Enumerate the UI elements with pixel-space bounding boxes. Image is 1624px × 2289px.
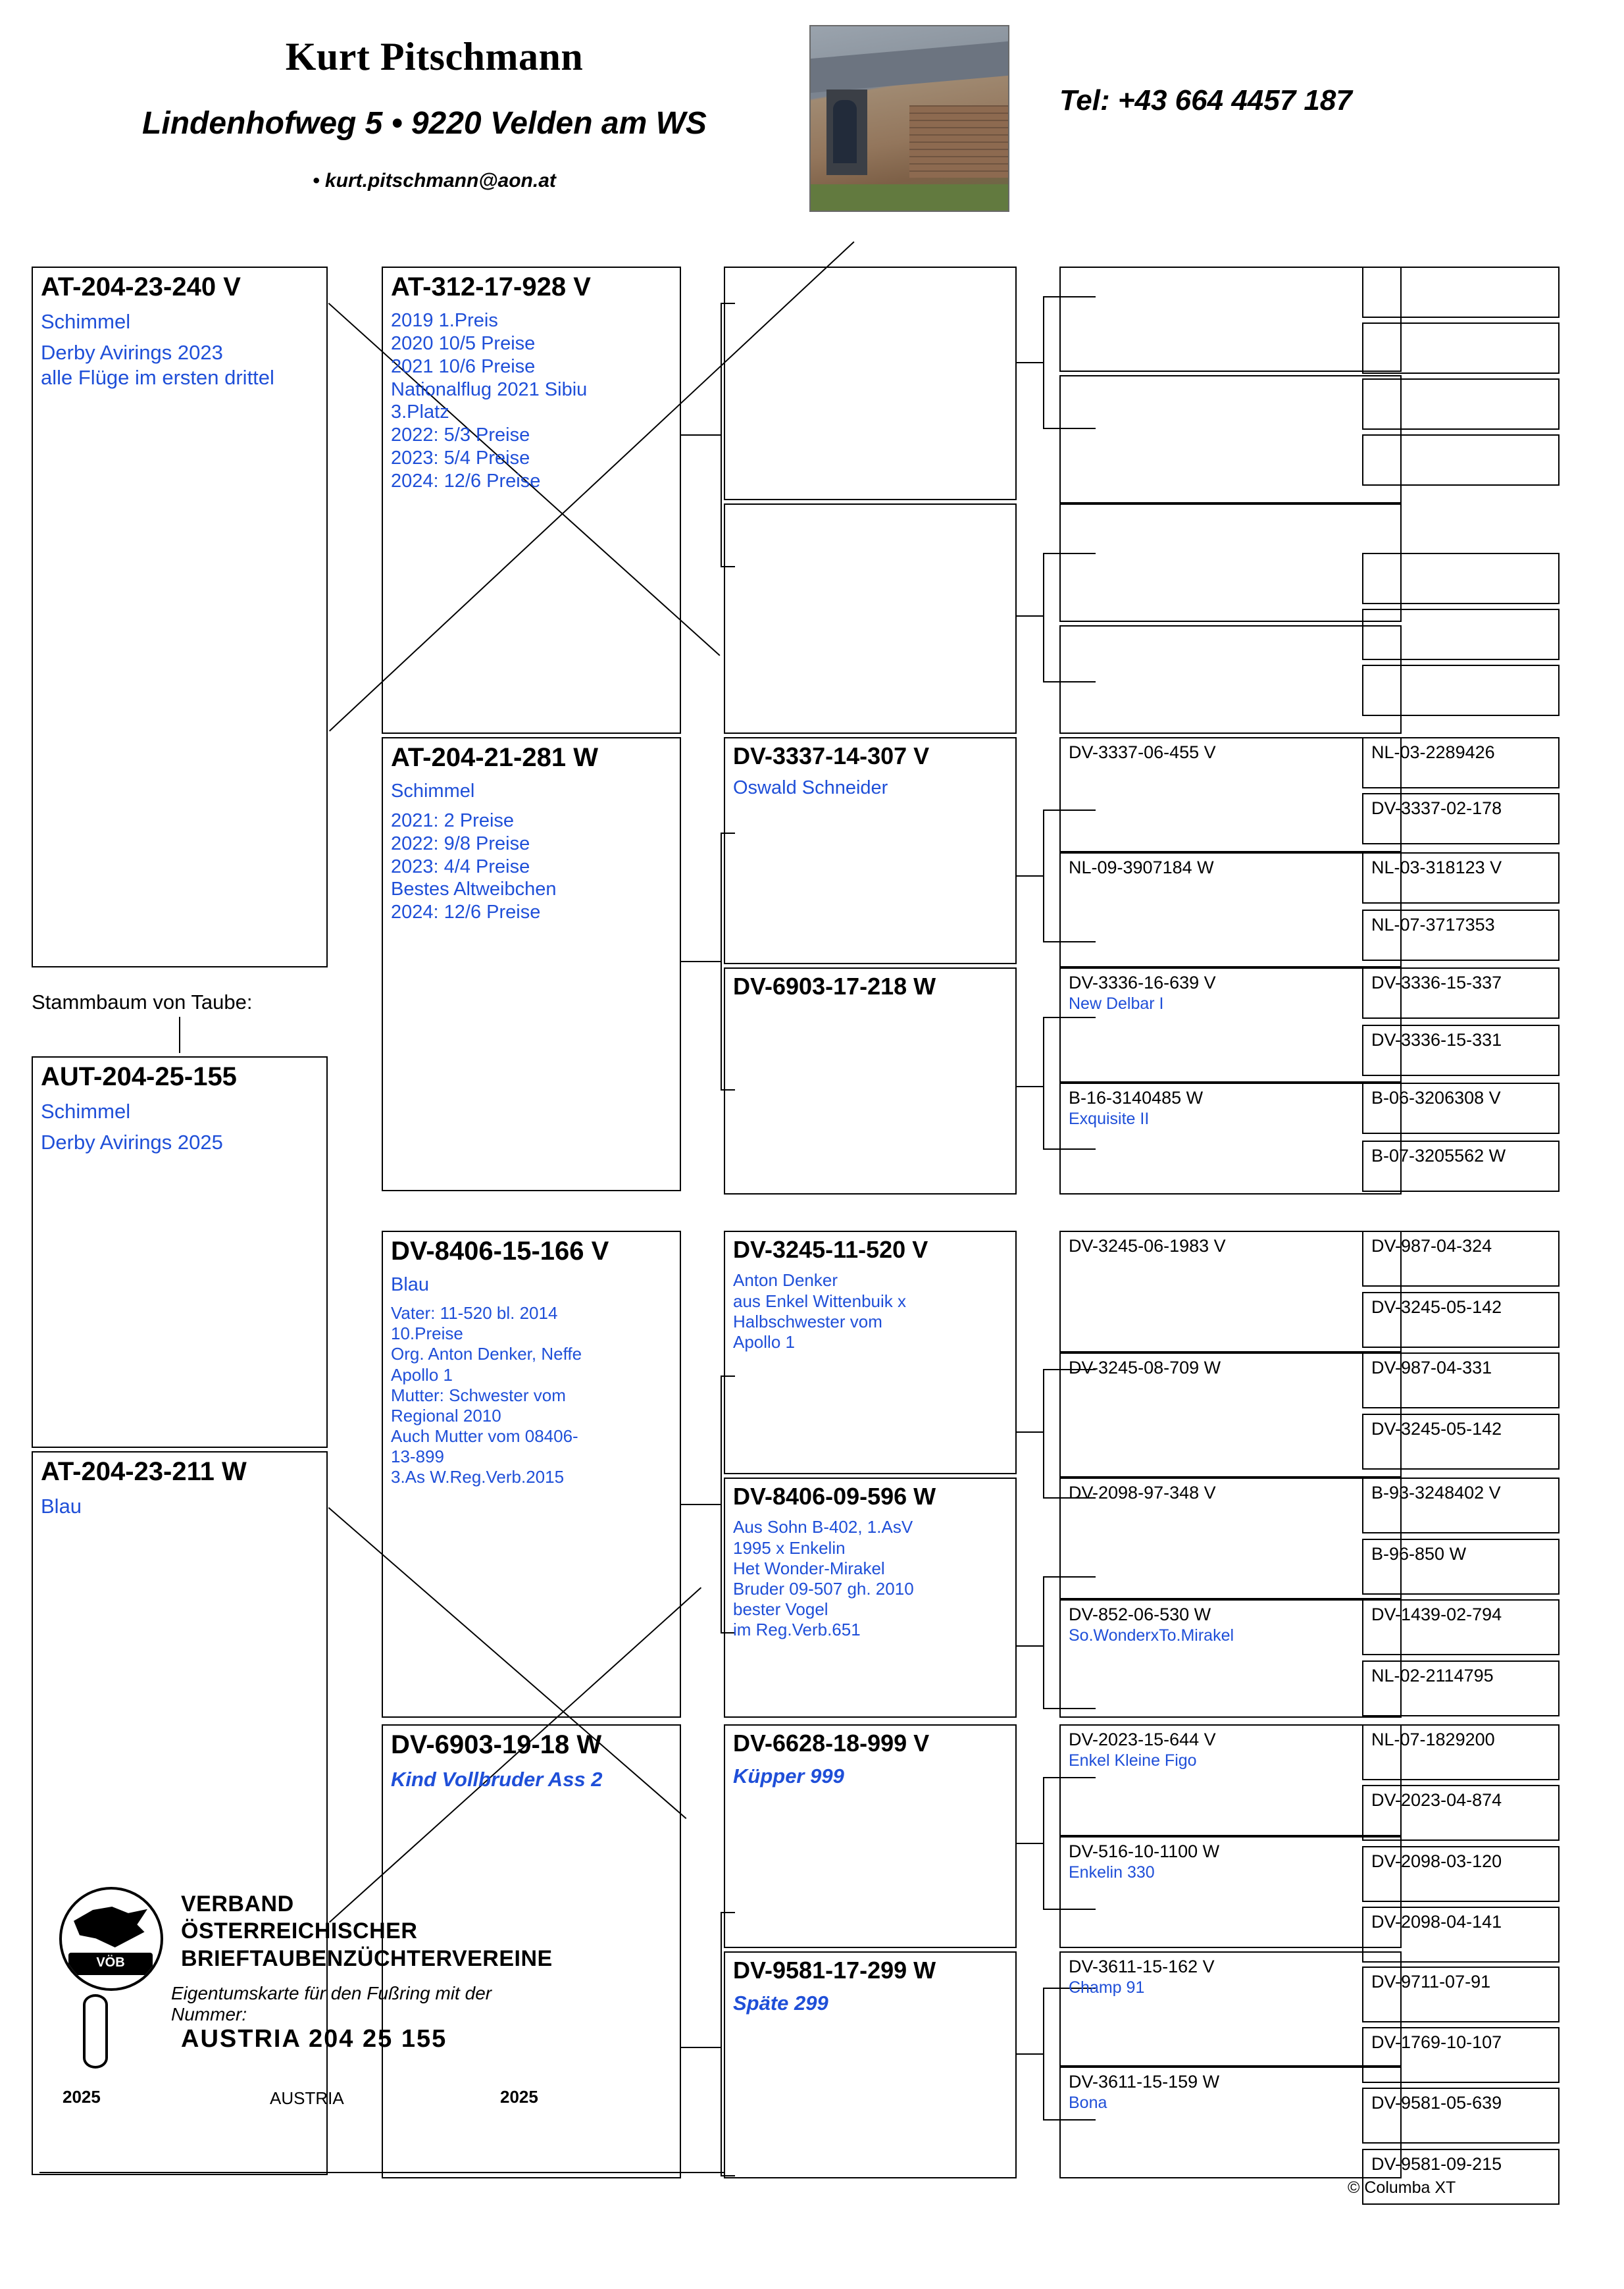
gen2-0-note-1: 2020 10/5 Preise <box>391 332 536 354</box>
gen3-box-5[interactable] <box>724 1478 1017 1718</box>
gen2-1-ring: AT-204-21-281 W <box>391 743 598 772</box>
gen2-1-note-1: 2021: 2 Preise <box>391 810 515 831</box>
gen3-box-6[interactable] <box>724 1724 1017 1948</box>
gen3-4-note-2: Halbschwester vom <box>733 1311 882 1331</box>
gen2-2-note-7: Auch Mutter vom 08406- <box>391 1426 578 1447</box>
bracket-g3c <box>1017 875 1043 877</box>
gen5-20-ring: B-93-3248402 V <box>1371 1483 1501 1503</box>
gen1-subject-ring: AUT-204-25-155 <box>41 1062 237 1091</box>
bracket-g3d-v <box>1043 1017 1044 1148</box>
association-subtitle: Eigentumskarte für den Fußring mit der Nummer: <box>171 1983 492 2024</box>
association-title-line-2: BRIEFTAUBENZÜCHTERVEREINE <box>181 1945 553 1971</box>
owner-phone: Tel: +43 664 4457 187 <box>1059 84 1352 116</box>
leg-ring-icon <box>83 1994 108 2069</box>
gen2-0-note-4: 3.Platz <box>391 401 449 423</box>
gen4-box-3[interactable] <box>1059 625 1402 734</box>
gen5-box-28[interactable] <box>1362 1967 1560 2022</box>
gen4-14-ring: DV-3611-15-162 V <box>1069 1957 1215 1976</box>
bracket-g2a-v <box>721 303 722 566</box>
gen2-0-note-7: 2024: 12/6 Preise <box>391 470 541 492</box>
association-logo-icon <box>59 1887 163 1991</box>
gen5-19-ring: DV-3245-05-142 <box>1371 1419 1502 1439</box>
association-block <box>39 1879 559 2155</box>
association-title <box>181 1891 553 1972</box>
bracket-g2c <box>681 1504 721 1505</box>
gen3-4-note-3: Apollo 1 <box>733 1332 795 1352</box>
gen5-11-ring: NL-07-3717353 <box>1371 915 1495 935</box>
gen5-box-11[interactable] <box>1362 910 1560 961</box>
gen5-box-24[interactable] <box>1362 1724 1560 1780</box>
gen5-box-23[interactable] <box>1362 1660 1560 1716</box>
gen5-24-ring: NL-07-1829200 <box>1371 1730 1495 1749</box>
bracket-g3b <box>1017 615 1043 617</box>
gen4-10-ring: DV-2098-97-348 V <box>1069 1483 1216 1503</box>
gen2-0-ring: AT-312-17-928 V <box>391 272 591 301</box>
photo-wall <box>909 105 1008 178</box>
gen3-box-0[interactable] <box>724 267 1017 500</box>
gen4-13-ring: DV-516-10-1100 W <box>1069 1841 1220 1861</box>
gen4-box-2[interactable] <box>1059 503 1402 622</box>
gen2-0-note-6: 2023: 5/4 Preise <box>391 447 530 469</box>
gen3-box-1[interactable] <box>724 503 1017 734</box>
gen5-box-20[interactable] <box>1362 1478 1560 1533</box>
gen1-subject-box[interactable] <box>32 1056 328 1448</box>
gen4-7-ring: B-16-3140485 W <box>1069 1088 1204 1108</box>
owner-address: Lindenhofweg 5 • 9220 Velden am WS <box>142 106 707 141</box>
owner-name: Kurt Pitschmann <box>285 35 584 78</box>
gen5-28-ring: DV-9711-07-91 <box>1371 1972 1491 1992</box>
gen2-2-note-2: 10.Preise <box>391 1324 463 1344</box>
bracket-g2c-v <box>721 1376 722 1632</box>
gen4-8-ring: DV-3245-06-1983 V <box>1069 1236 1226 1256</box>
gen4-12-ring: DV-2023-15-644 V <box>1069 1730 1216 1749</box>
association-title-line-1: ÖSTERREICHISCHER <box>181 1918 418 1944</box>
gen3-box-4[interactable] <box>724 1231 1017 1474</box>
gen4-box-12[interactable] <box>1059 1724 1402 1836</box>
gen2-2-note-1: Vater: 11-520 bl. 2014 <box>391 1302 558 1323</box>
gen4-box-11[interactable] <box>1059 1599 1402 1718</box>
gen5-box-16[interactable] <box>1362 1231 1560 1287</box>
gen3-5-note-0: Aus Sohn B-402, 1.AsV <box>733 1517 913 1537</box>
subject-tick <box>179 1017 180 1053</box>
year-right: 2025 <box>500 2087 538 2107</box>
gen5-box-15[interactable] <box>1362 1141 1560 1192</box>
gen4-box-4[interactable] <box>1059 737 1402 852</box>
bracket-g2d <box>681 2047 721 2048</box>
gen5-box-0[interactable] <box>1362 267 1560 318</box>
gen5-box-9[interactable] <box>1362 793 1560 844</box>
gen3-5-note-2: Het Wonder-Mirakel <box>733 1558 885 1578</box>
gen4-box-0[interactable] <box>1059 267 1402 372</box>
gen2-3-ring: DV-6903-19-18 W <box>391 1730 602 1759</box>
gen4-box-8[interactable] <box>1059 1231 1402 1352</box>
gen3-5-note-5: im Reg.Verb.651 <box>733 1620 861 1640</box>
owner-email: • kurt.pitschmann@aon.at <box>313 170 556 192</box>
gen4-box-7[interactable] <box>1059 1083 1402 1195</box>
gen2-2-note-6: Regional 2010 <box>391 1405 501 1426</box>
bracket-g2d-v <box>721 1912 722 2175</box>
gen5-box-26[interactable] <box>1362 1846 1560 1902</box>
gen3-5-note-4: bester Vogel <box>733 1599 828 1620</box>
gen2-1-note-5: 2024: 12/6 Preise <box>391 902 541 923</box>
gen5-box-27[interactable] <box>1362 1907 1560 1963</box>
photo-roof <box>811 41 1008 93</box>
gen5-box-29[interactable] <box>1362 2027 1560 2083</box>
gen2-2-ring: DV-8406-15-166 V <box>391 1237 609 1266</box>
gen5-box-25[interactable] <box>1362 1785 1560 1841</box>
gen5-16-ring: DV-987-04-324 <box>1371 1236 1492 1256</box>
gen5-15-ring: B-07-3205562 W <box>1371 1146 1506 1166</box>
gen3-5-note-3: Bruder 09-507 gh. 2010 <box>733 1579 914 1599</box>
gen4-7-note-0: Exquisite II <box>1069 1109 1150 1128</box>
gen4-12-note-0: Enkel Kleine Figo <box>1069 1751 1197 1770</box>
gen3-4-note-0: Anton Denker <box>733 1270 838 1291</box>
gen3-7-ring: DV-9581-17-299 W <box>733 1957 936 1984</box>
gen4-9-ring: DV-3245-08-709 W <box>1069 1358 1221 1377</box>
gen5-box-17[interactable] <box>1362 1292 1560 1348</box>
gen5-22-ring: DV-1439-02-794 <box>1371 1605 1502 1624</box>
gen3-5-note-1: 1995 x Enkelin <box>733 1537 846 1558</box>
gen5-13-ring: DV-3336-15-331 <box>1371 1030 1502 1050</box>
gen1-sire-note-2: alle Flüge im ersten drittel <box>41 365 274 389</box>
gen2-2-note-0: Blau <box>391 1274 430 1296</box>
bracket-g3h-v <box>1043 1988 1044 2119</box>
gen3-6-note-0: Küpper 999 <box>733 1764 844 1788</box>
gen2-3-note-0: Kind Vollbruder Ass 2 <box>391 1768 603 1791</box>
verband-extension <box>559 2172 724 2173</box>
pigeon-icon <box>74 1907 147 1947</box>
gen4-11-note-0: So.WonderxTo.Mirakel <box>1069 1626 1234 1645</box>
gen4-box-14[interactable] <box>1059 1951 1402 2067</box>
gen4-box-6[interactable] <box>1059 967 1402 1083</box>
gen5-31-ring: DV-9581-09-215 <box>1371 2154 1502 2174</box>
gen5-10-ring: NL-03-318123 V <box>1371 858 1502 877</box>
gen5-box-10[interactable] <box>1362 852 1560 904</box>
bracket-g3b-v <box>1043 553 1044 681</box>
gen5-9-ring: DV-3337-02-178 <box>1371 798 1502 818</box>
gen5-box-13[interactable] <box>1362 1025 1560 1076</box>
gen3-2-ring: DV-3337-14-307 V <box>733 742 930 769</box>
verband-baseline <box>39 2172 559 2173</box>
logo-band <box>68 1953 153 1975</box>
gen5-12-ring: DV-3336-15-337 <box>1371 973 1502 992</box>
bracket-g2b-v <box>721 833 722 1089</box>
gen3-2-note-0: Oswald Schneider <box>733 777 888 799</box>
gen2-0-note-2: 2021 10/6 Preise <box>391 355 536 377</box>
gen5-30-ring: DV-9581-05-639 <box>1371 2093 1502 2113</box>
gen5-29-ring: DV-1769-10-107 <box>1371 2032 1502 2052</box>
gen2-1-note-2: 2022: 9/8 Preise <box>391 833 530 854</box>
subject-label: Stammbaum von Taube: <box>32 990 253 1014</box>
gen5-box-8[interactable] <box>1362 737 1560 788</box>
gen3-4-ring: DV-3245-11-520 V <box>733 1236 928 1263</box>
gen2-box-1[interactable] <box>382 737 681 1191</box>
loft-photo <box>809 25 1009 212</box>
gen4-11-ring: DV-852-06-530 W <box>1069 1605 1211 1624</box>
gen3-3-ring: DV-6903-17-218 W <box>733 973 936 1000</box>
gen2-2-note-4: Apollo 1 <box>391 1364 453 1385</box>
gen2-1-note-3: 2023: 4/4 Preise <box>391 856 530 877</box>
country-label: AUSTRIA <box>270 2088 344 2108</box>
gen2-0-note-3: Nationalflug 2021 Sibiu <box>391 378 588 400</box>
gen4-4-ring: DV-3337-06-455 V <box>1069 742 1216 762</box>
gen1-sire-note-0: Schimmel <box>41 310 131 334</box>
gen5-box-5[interactable] <box>1362 609 1560 660</box>
gen4-6-note-0: New Delbar I <box>1069 994 1164 1013</box>
gen4-5-ring: NL-09-3907184 W <box>1069 858 1214 877</box>
gen5-box-3[interactable] <box>1362 434 1560 486</box>
gen2-1-note-0: Schimmel <box>391 781 475 802</box>
bracket-g2b <box>681 961 721 962</box>
gen5-box-1[interactable] <box>1362 322 1560 374</box>
gen3-4-note-1: aus Enkel Wittenbuik x <box>733 1291 907 1311</box>
bracket-g2a <box>681 434 721 436</box>
gen3-6-ring: DV-6628-18-999 V <box>733 1730 930 1757</box>
gen5-box-14[interactable] <box>1362 1083 1560 1134</box>
gen5-box-4[interactable] <box>1362 553 1560 604</box>
gen5-25-ring: DV-2023-04-874 <box>1371 1790 1502 1810</box>
bracket-g3f-v <box>1043 1576 1044 1708</box>
gen4-15-ring: DV-3611-15-159 W <box>1069 2072 1220 2092</box>
gen4-box-15[interactable] <box>1059 2067 1402 2178</box>
gen2-0-note-0: 2019 1.Preis <box>391 310 498 332</box>
gen3-box-3[interactable] <box>724 967 1017 1195</box>
gen4-box-9[interactable] <box>1059 1352 1402 1478</box>
gen5-box-18[interactable] <box>1362 1352 1560 1408</box>
gen2-2-note-3: Org. Anton Denker, Neffe <box>391 1344 582 1364</box>
copyright-label: © Columba XT <box>1348 2178 1456 2197</box>
document-header <box>0 0 1624 237</box>
gen5-27-ring: DV-2098-04-141 <box>1371 1912 1502 1932</box>
gen5-14-ring: B-06-3206308 V <box>1371 1088 1501 1108</box>
gen4-box-5[interactable] <box>1059 852 1402 967</box>
gen1-dam-note-0: Blau <box>41 1495 82 1518</box>
gen4-13-note-0: Enkelin 330 <box>1069 1863 1155 1882</box>
gen5-26-ring: DV-2098-03-120 <box>1371 1851 1502 1871</box>
gen2-2-note-8: 13-899 <box>391 1447 444 1467</box>
gen4-box-10[interactable] <box>1059 1478 1402 1599</box>
gen5-box-30[interactable] <box>1362 2088 1560 2144</box>
bracket-g3c-v <box>1043 810 1044 941</box>
gen5-box-6[interactable] <box>1362 665 1560 716</box>
bracket-g3e <box>1017 1431 1043 1433</box>
bracket-g3g-v <box>1043 1777 1044 1909</box>
gen2-2-note-9: 3.As W.Reg.Verb.2015 <box>391 1467 565 1487</box>
gen4-6-ring: DV-3336-16-639 V <box>1069 973 1216 992</box>
bracket-g3f <box>1017 1645 1043 1647</box>
bracket-g3e-v <box>1043 1369 1044 1497</box>
ring-number: AUSTRIA 204 25 155 <box>181 2025 447 2053</box>
gen1-subject-note-1: Derby Avirings 2025 <box>41 1131 223 1154</box>
gen4-box-1[interactable] <box>1059 375 1402 503</box>
gen5-17-ring: DV-3245-05-142 <box>1371 1297 1502 1317</box>
gen1-sire-box[interactable] <box>32 267 328 967</box>
gen4-box-13[interactable] <box>1059 1836 1402 1948</box>
gen3-7-note-0: Späte 299 <box>733 1992 828 2015</box>
gen1-sire-ring: AT-204-23-240 V <box>41 272 241 301</box>
gen3-box-7[interactable] <box>724 1951 1017 2178</box>
gen2-box-0[interactable] <box>382 267 681 734</box>
bracket-g3a-v <box>1043 296 1044 428</box>
gen1-sire-note-1: Derby Avirings 2023 <box>41 341 223 365</box>
gen4-14-note-0: Champ 91 <box>1069 1978 1145 1997</box>
gen2-0-note-5: 2022: 5/3 Preise <box>391 424 530 446</box>
gen1-subject-note-0: Schimmel <box>41 1100 131 1123</box>
gen2-box-2[interactable] <box>382 1231 681 1718</box>
gen5-8-ring: NL-03-2289426 <box>1371 742 1495 762</box>
gen5-box-2[interactable] <box>1362 378 1560 430</box>
gen5-box-19[interactable] <box>1362 1414 1560 1470</box>
gen3-box-2[interactable] <box>724 737 1017 964</box>
gen5-18-ring: DV-987-04-331 <box>1371 1358 1492 1377</box>
gen5-box-22[interactable] <box>1362 1599 1560 1655</box>
photo-grass <box>811 184 1008 211</box>
association-title-line-0: VERBAND <box>181 1891 294 1916</box>
gen5-21-ring: B-96-850 W <box>1371 1544 1467 1564</box>
gen5-box-12[interactable] <box>1362 967 1560 1019</box>
gen2-2-note-5: Mutter: Schwester vom <box>391 1385 566 1405</box>
bracket-g3h <box>1017 2053 1043 2055</box>
bracket-g3d <box>1017 1086 1043 1087</box>
gen5-23-ring: NL-02-2114795 <box>1371 1666 1494 1685</box>
bracket-g3a <box>1017 362 1043 363</box>
gen5-box-21[interactable] <box>1362 1539 1560 1595</box>
bracket-g3g <box>1017 1843 1043 1844</box>
gen2-1-note-4: Bestes Altweibchen <box>391 879 557 900</box>
gen3-5-ring: DV-8406-09-596 W <box>733 1483 936 1510</box>
gen1-dam-ring: AT-204-23-211 W <box>41 1457 247 1486</box>
year-left: 2025 <box>63 2087 101 2107</box>
gen4-15-note-0: Bona <box>1069 2093 1107 2112</box>
photo-person <box>833 100 857 163</box>
